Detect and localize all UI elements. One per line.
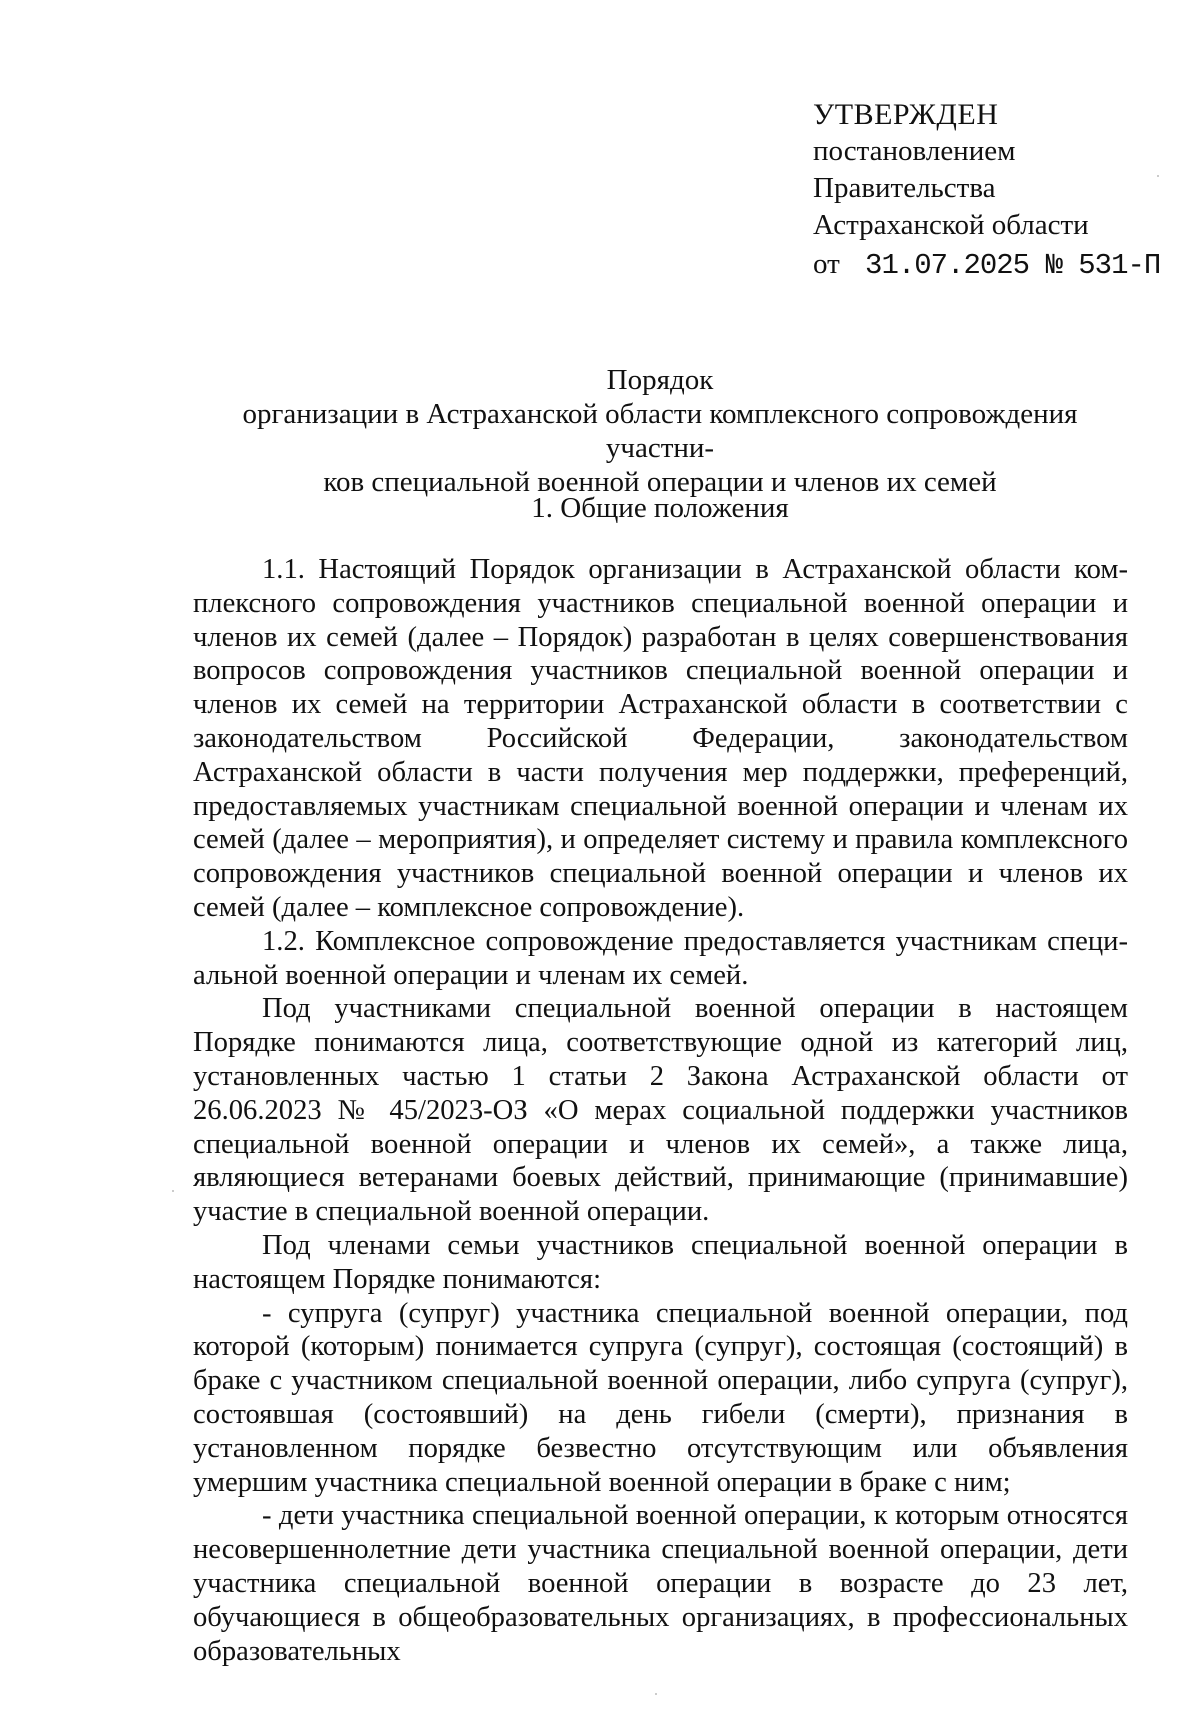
- document-title-line-2: организации в Астраханской области комплексного сопровождения участни-: [242, 398, 1078, 464]
- document-title-line-1: Порядок: [606, 364, 714, 396]
- section-heading: 1. Общие положения: [531, 492, 789, 524]
- paragraph: - супруга (супруг) участника специальной военной операции, под которой (которым) понимается супруга (супруг), состоящая (состоящий) в браке с участником специальной военной операции, либо супруга (супруг), состоявшая (состоявший) на день гибели (смерти), признания в установленном порядке безвестно отсутствующим или объявления умершим участника специальной военной операции в браке с ним;: [193, 1297, 1128, 1498]
- approval-date-prefix: от: [813, 248, 840, 280]
- paragraph: Под участниками специальной военной операции в настоящем Порядке понимаются лица, соответствующие одной из категорий лиц, установленных частью 1 статьи 2 Закона Астраханской области от 26.06.2023 № 45/2023-ОЗ «О мерах социальной поддержки участников специальной военной операции и членов их семей», а также лица, являющиеся ветеранами боевых действий, принимающие (принимавшие) участие в специальной военной операции.: [193, 993, 1128, 1228]
- approval-title: УТВЕРЖДЕН: [813, 98, 999, 131]
- scan-speck: [1157, 175, 1159, 177]
- scan-speck: [655, 1693, 657, 1695]
- scan-speck: [172, 1190, 174, 1192]
- paragraph: - дети участника специальной военной операции, к которым относятся несовершеннолетние дети участника специальной военной операции, дети участника специальной военной операции в возрасте до 23 лет, обучающиеся в общеобразовательных организациях, в профессиональных образовательных: [193, 1500, 1128, 1667]
- document-title-line-3: ков специальной военной операции и членов их семей: [323, 466, 997, 498]
- approval-line-2: Правительства: [813, 172, 996, 204]
- approval-stamp: [813, 96, 1160, 284]
- paragraph: 1.1. Настоящий Порядок организации в Астраханской области комплексного сопровождения участников специальной военной операции и членов их семей (далее – Порядок) разработан в целях совершенствования вопросов сопровождения участников специальной военной операции и членов их семей на территории Астраханской области в соответствии с законодательством Российской Федерации, законодательством Астраханской области в части получения мер поддержки, преференций, предоставляемых участникам специальной военной операции и членам их семей (далее – мероприятия), и определяет систему и правила комплексного сопровождения участников специальной военной операции и членов их семей (далее – комплексное сопровождение).: [193, 554, 1128, 923]
- paragraph: 1.2. Комплексное сопровождение предоставляется участникам специальной военной операции и членам их семей.: [193, 925, 1128, 991]
- document-title: [190, 363, 1130, 499]
- approval-date-number: 31.07.2025 № 531-П: [865, 249, 1161, 282]
- approval-line-1: постановлением: [813, 135, 1016, 167]
- paragraph: Под членами семьи участников специальной военной операции в настоящем Порядке понимаются:: [193, 1229, 1128, 1295]
- approval-date-line: [813, 246, 1160, 284]
- approval-line-3: Астраханской области: [813, 209, 1089, 241]
- section-body: [193, 553, 1128, 1668]
